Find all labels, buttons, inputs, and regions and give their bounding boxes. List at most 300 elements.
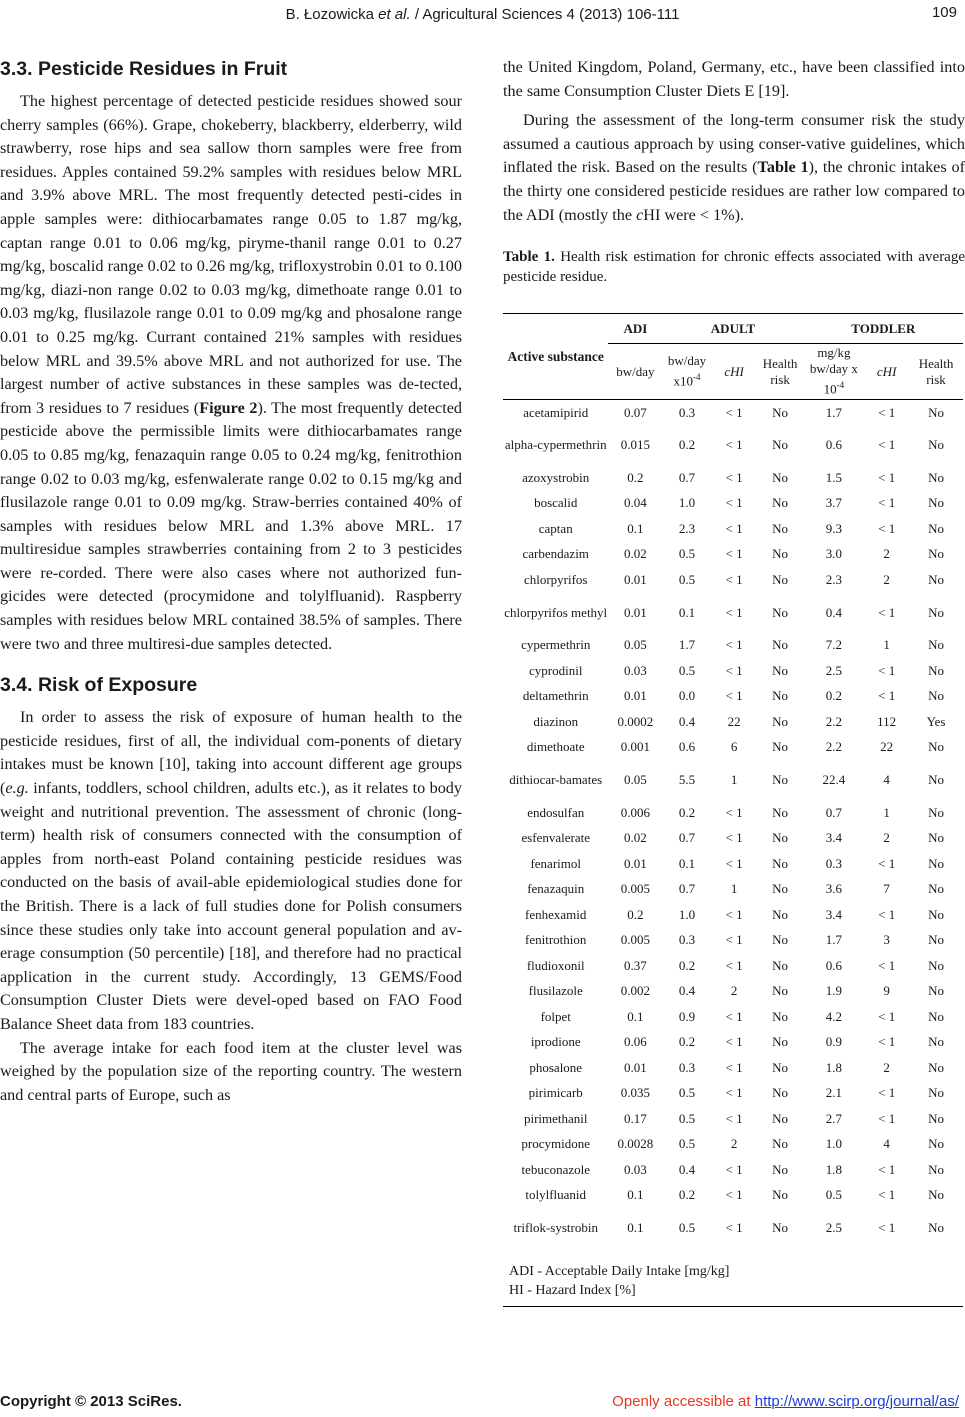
col-header-toddler: TODDLER [851,320,916,336]
table-cell: 0.2 [825,688,843,704]
table-cell: 0.6 [825,437,843,453]
table-row [503,1055,963,1081]
table-cell: 0.4 [678,1161,696,1177]
table-cell: 0.001 [620,739,650,755]
table-cell: < 1 [725,1059,743,1075]
table-cell: < 1 [725,495,743,511]
table-cell: 0.1 [627,1220,644,1236]
table-cell: < 1 [878,1110,896,1126]
table-cell-substance: procymidone [521,1136,591,1152]
table-cell: 0.2 [678,957,696,973]
table-cell: 3.4 [825,906,843,922]
table-row [503,800,963,826]
table-cell: 1.0 [678,906,696,922]
open-access-text: Openly accessible at [612,1393,755,1410]
table-cell: No [772,830,789,846]
table-cell: 5.5 [678,772,696,788]
open-access-note [612,1393,959,1410]
copyright: Copyright © 2013 SciRes. [0,1393,182,1410]
table-cell: < 1 [725,1220,743,1236]
table-cell-substance: pirimethanil [523,1110,588,1126]
right-column [503,56,965,1307]
table-cell: 2.5 [825,662,843,678]
table-cell: 0.9 [825,1034,843,1050]
table-cell: 4 [883,1136,890,1152]
table-cell: 0.2 [678,1187,696,1203]
table-row [503,567,963,593]
table-cell: No [772,1085,789,1101]
table-cell: No [928,804,944,820]
table-cell: No [772,637,789,653]
table-cell: 1.7 [678,637,696,653]
table-cell-substance: phosalone [529,1059,583,1075]
table-cell-substance: endosulfan [527,804,585,820]
table-cell: No [928,983,944,999]
table-cell: 1 [883,804,890,820]
table-row [503,593,963,633]
table-cell: 0.01 [624,571,647,587]
table-cell: < 1 [725,1034,743,1050]
table-cell: 0.01 [624,604,647,620]
table-cell: 2 [730,983,738,999]
table-cell-substance: cypermethrin [521,637,591,653]
table-cell: 0.5 [678,571,696,587]
table-cell: < 1 [725,469,743,485]
table-cell: < 1 [878,520,896,536]
table-cell: 2.2 [825,739,843,755]
table-cell: < 1 [725,1110,743,1126]
table-cell-substance: captan [538,520,573,536]
note-adi: ADI - Acceptable Daily Intake [mg/kg] [509,1264,730,1280]
table-row [503,425,963,465]
sup-toddler: -4 [836,380,845,391]
table-row [503,1106,963,1132]
table-cell: 1.5 [825,469,843,485]
table-cell: Yes [926,713,946,729]
table-cell: No [928,1110,944,1126]
table-cell: 2.3 [678,520,696,536]
table-row [503,979,963,1005]
table-cell: No [928,1187,944,1203]
table-cell: No [928,637,944,653]
journal-link[interactable]: http://www.scirp.org/journal/as/ [754,1393,959,1410]
table-cell-substance: chlorpyrifos methyl [504,604,608,620]
table-cell: 3.0 [825,546,843,562]
table-cell: 0.1 [627,520,644,536]
table-caption [503,247,965,287]
table-cell: No [772,739,789,755]
table-cell: 0.0028 [617,1136,654,1152]
table-row [503,953,963,979]
table-cell: No [772,1187,789,1203]
table-cell: 0.005 [620,932,650,948]
table-cell: 3.7 [825,495,843,511]
table-body [503,400,963,1249]
table-cell: 0.1 [627,1008,644,1024]
paragraph-exposure-b: infants, toddlers, school children, adults etc.), as it relates to body weight and nutritional prevention. The assessment of chronic (long-term) health risk of consumers connected with the consumption of apples from north-east Poland containing pesticide residues was conducted on the basis of avail-able epidemiological studies done for the British. There is a lack of full studies done for Polish consumers since these studies only take into account general population and av-erage consumption (50 percentile) [18], and therefore had no practical application in the current study. Accordingly, 13 GEMS/Food Consumption Cluster Diets were devel-oped based on FAO Food Balance Sheet data from 183 countries. [0,779,462,1033]
table-ref[interactable]: Table 1 [757,158,809,177]
paragraph-consumption-cluster: the United Kingdom, Poland, Germany, etc., have been classified into the same Consumption Cluster Diets E [19]. [503,58,965,100]
table-cell: No [928,1220,944,1236]
table-cell: 0.2 [627,469,644,485]
table-cell: 0.0 [678,688,696,704]
paragraph-residues-text: The highest percentage of detected pesticide residues showed sour cherry samples (66%). Grape, chokeberry, blackberry, elderberry, wild strawberry, rose hips and sea sallow thorn samples were free from residues. Apples contained 59.2% samples with residues below MRL and 3.9% above MRL. The most frequently detected pesti-cides in apple samples were: dithiocarbamates range 0.05 to 1.87 mg/kg, captan range 0.01 to 0.06 mg/kg, piryme-thanil range 0.01 to 0.27 mg/kg, boscalid range 0.02 to 0.26 mg/kg, trifloxystrobin 0.01 to 0.100 mg/kg, diazi-non range 0.02 to 0.03 mg/kg, dimethoate range 0.01 to 0.03 mg/kg, flusilazole range 0.01 to 0.09 mg/kg and phosalone range 0.01 to 0.25 mg/kg. Currant contained 21% samples with residues below MRL and 39.5% above MRL and not authorized for use. The largest number of active substances in these samples was de-tected, from 3 residues to 7 residues ( [0,92,462,417]
table-cell: No [928,855,944,871]
eg-text: e.g. [5,779,29,798]
table-cell: 0.015 [620,437,650,453]
table-cell: 7.2 [825,637,843,653]
table-cell-substance: diazinon [533,713,579,729]
table-cell: 22 [880,739,894,755]
table-cell: < 1 [725,604,743,620]
table-cell: < 1 [725,637,743,653]
table-cell: No [928,662,944,678]
table-cell: No [928,1085,944,1101]
table-cell-substance: triflok-systrobin [513,1220,598,1236]
table-row [503,633,963,659]
sub-header-toddler-health-risk: Health risk [909,344,963,400]
table-cell-substance: acetamipirid [523,404,589,420]
table-cell-substance: dimethoate [526,739,585,755]
table-cell: 0.03 [624,1161,647,1177]
table-cell: No [928,469,944,485]
table-cell: No [928,1059,944,1075]
table-cell: < 1 [725,804,743,820]
table-cell: No [928,906,944,922]
table-cell: No [772,932,789,948]
table-row [503,735,963,761]
table-cell: No [772,906,789,922]
table-cell-substance: cyprodinil [529,662,583,678]
table-cell: 0.7 [678,881,696,897]
table-cell: 0.1 [678,604,696,620]
table-cell: 0.02 [624,830,647,846]
table-cell: 0.5 [678,662,696,678]
table-cell: No [928,495,944,511]
table-cell: No [772,546,789,562]
table-cell: No [772,1220,789,1236]
table-cell: No [772,1110,789,1126]
table-cell-substance: tolylfluanid [525,1187,587,1203]
table-cell: 0.2 [678,437,696,453]
table-cell: 0.006 [620,804,650,820]
table-cell: < 1 [725,571,743,587]
table-cell: < 1 [878,1034,896,1050]
paragraph-residues-rest: ). The most frequently detected pesticide above the permissible limits were dithiocarbamates range 0.05 to 0.85 mg/kg, fenazaquin range 0.05 to 0.24 mg/kg, fenitrothion range 0.02 to 0.03 mg/kg, esfenwalerate range 0.02 to 0.15 mg/kg and flusilazole range 0.01 to 0.09 mg/kg. Straw-berries contained 40% of samples with residues below MRL and 1.3% above MRL. 17 multiresidue samples strawberries containing from 2 to 3 pesticides were re-corded. There were also cases where not authorized fun-gicides were detected (procymidone and tolylfluanid). Raspberry samples with residues below MRL contained 38.5% of samples. There were two and three multiresi-due samples detected. [0,398,462,653]
table-cell: 6 [730,739,738,755]
table-cell: 0.4 [678,983,696,999]
sub-header-toddler-intake [804,344,865,400]
table-cell: 0.07 [624,404,647,420]
table-cell-substance: folpet [540,1008,571,1024]
table-cell: 1 [883,637,890,653]
table-cell-substance: esfenvalerate [521,830,590,846]
table-cell: < 1 [725,404,743,420]
table-cell: < 1 [878,1085,896,1101]
table-cell-substance: iprodione [530,1034,581,1050]
table-cell: No [772,881,789,897]
section-heading-pesticide-residues: 3.3. Pesticide Residues in Fruit [0,58,288,80]
table-cell: 1.7 [825,404,843,420]
table-cell: 7 [883,881,890,897]
table-cell: No [772,662,789,678]
table-cell: 0.06 [624,1034,647,1050]
sub-header-toddler-intake-text: mg/kg bw/day x 10 [809,345,858,397]
table-row [503,1183,963,1209]
paragraph-assessment-c: HI were < 1%). [643,205,745,224]
header-journal: / Agricultural Sciences 4 (2013) 106-111 [410,6,680,23]
sub-header-adult-health-risk: Health risk [757,344,804,400]
table-cell-substance: fenitrothion [525,932,587,948]
table-cell: 9 [883,983,890,999]
table-cell: No [772,1059,789,1075]
table-cell: 0.01 [624,1059,647,1075]
table-cell: No [772,604,789,620]
table-cell: No [772,983,789,999]
table-cell: 0.02 [624,546,647,562]
table-cell: No [928,1136,944,1152]
table-cell: No [928,688,944,704]
table-cell: No [772,469,789,485]
paragraph-exposure-a: In order to assess the risk of exposure of human health to the pesticide residues, first of all, the individual com-ponents of dietary intakes must be known [10], taking into account different age groups ( [0,708,462,798]
table-cell: 1.9 [825,983,843,999]
sup-adult: -4 [692,372,701,383]
col-header-active-substance: Active substance [503,314,608,400]
table-cell: 3.6 [825,881,843,897]
table-cell: No [772,688,789,704]
table-cell: No [928,957,944,973]
table-cell: No [772,571,789,587]
header-etal: et al. [378,6,411,23]
table-cell: 0.01 [624,855,647,871]
health-risk-table [503,313,963,1307]
table-cell: 2.5 [825,1220,843,1236]
table-cell: 0.6 [678,739,696,755]
table-cell: No [772,1136,789,1152]
table-cell: No [772,855,789,871]
table-cell: 0.0002 [617,713,654,729]
table-row [503,684,963,710]
sub-header-adult-intake-text: bw/day x10 [667,353,707,389]
table-row [503,851,963,877]
table-cell: 2.1 [825,1085,843,1101]
table-cell: 0.5 [678,1085,696,1101]
table-cell: 0.2 [627,906,644,922]
table-cell: 2 [883,830,890,846]
table-cell: No [928,604,944,620]
table-cell: < 1 [878,604,896,620]
table-cell: 0.3 [678,1059,696,1075]
sub-header-adult-chi: cHI [712,344,757,400]
table-cell: 2.7 [825,1110,843,1126]
table-cell: 0.1 [627,1187,644,1203]
table-row [503,400,963,426]
table-cell: 2 [883,546,890,562]
table-row [503,542,963,568]
table-cell: < 1 [725,688,743,704]
table-cell: < 1 [878,957,896,973]
table-cell: No [772,1008,789,1024]
table-cell-substance: azoxystrobin [522,469,590,485]
table-cell: 0.5 [678,1136,696,1152]
table-cell: 0.17 [624,1110,647,1126]
table-cell: 1 [730,772,738,788]
table-cell: 1.8 [825,1161,843,1177]
table-row [503,1081,963,1107]
table-cell-substance: chlorpyrifos [523,571,588,587]
table-cell: 0.6 [825,957,843,973]
table-cell: 2.2 [825,713,843,729]
table-cell: < 1 [725,546,743,562]
table-cell: 0.5 [678,1110,696,1126]
table-cell: 0.2 [678,804,696,820]
table-cell: 0.3 [825,855,843,871]
table-cell: 0.2 [678,1034,696,1050]
table-cell: No [772,957,789,973]
figure-ref[interactable]: Figure 2 [199,398,258,417]
table-caption-text: Health risk estimation for chronic effects associated with average pesticide residue. [503,249,965,286]
table-cell: 0.9 [678,1008,696,1024]
table-cell: No [772,404,789,420]
table-cell: No [772,772,789,788]
left-column [0,56,462,1107]
table-cell: < 1 [725,830,743,846]
page-number: 109 [931,4,957,21]
table-cell: No [772,804,789,820]
table-cell: < 1 [725,906,743,922]
paragraph-assessment-a: During the assessment of the long-term consumer risk the study assumed a cautious approach by using conser-vative guidelines, which inflated the risk. Based on the results ( [503,111,965,177]
table-cell: 0.5 [825,1187,843,1203]
table-cell: < 1 [878,688,896,704]
sub-header-adult-intake [662,344,711,400]
table-cell: < 1 [725,855,743,871]
table-cell-substance: fenhexamid [525,906,587,922]
paragraph-residues [0,90,462,656]
table-cell: < 1 [725,1008,743,1024]
table-cell: 1.8 [825,1059,843,1075]
table-cell: 3.4 [825,830,843,846]
table-row [503,1208,963,1248]
table-cell: 0.7 [678,830,696,846]
table-cell: < 1 [725,437,743,453]
table-cell: No [928,830,944,846]
table-cell-substance: flusilazole [528,983,583,999]
sub-header-bw-day: bw/day [608,344,662,400]
table-row [503,902,963,928]
paragraph-assessment [503,109,965,227]
col-header-adult: ADULT [710,320,756,336]
table-cell: < 1 [878,437,896,453]
table-cell: No [772,437,789,453]
table-cell: < 1 [878,404,896,420]
table-cell: No [928,881,944,897]
table-cell: 0.5 [678,1220,696,1236]
paragraph-cluster: The average intake for each food item at the cluster level was weighed by the population size of the reporting country. The western and central parts of Europe, such as [0,1038,462,1104]
table-cell: No [928,571,944,587]
table-row [503,1132,963,1158]
table-cell: 0.37 [624,957,647,973]
table-row [503,877,963,903]
table-cell: 2 [883,571,890,587]
table-cell: < 1 [878,1008,896,1024]
table-cell: 0.05 [624,772,647,788]
table-row [503,826,963,852]
table-cell: < 1 [878,662,896,678]
table-cell: No [928,1034,944,1050]
table-cell: 0.4 [678,713,696,729]
table-cell: < 1 [878,469,896,485]
table-cell: 0.01 [624,688,647,704]
table-cell: < 1 [878,906,896,922]
header-authors: B. Łozowicka [285,6,374,23]
table-cell: 2 [730,1136,738,1152]
table-row [503,465,963,491]
table-cell: 9.3 [825,520,843,536]
table-row [503,491,963,517]
table-cell-substance: fenazaquin [527,881,585,897]
table-cell-substance: fludioxonil [526,957,585,973]
table-row [503,928,963,954]
table-row [503,1030,963,1056]
table-cell: 0.005 [620,881,650,897]
table-cell: 22 [727,713,741,729]
table-cell-substance: pirimicarb [528,1085,583,1101]
table-cell: 2.3 [825,571,843,587]
table-row [503,658,963,684]
note-hi: HI - Hazard Index [%] [509,1283,636,1299]
table-cell-substance: fenarimol [530,855,581,871]
table-row [503,1157,963,1183]
table-cell: 1.0 [825,1136,843,1152]
table-cell: No [772,1161,789,1177]
table-cell: 1 [730,881,738,897]
table-cell: No [928,404,944,420]
table-cell: < 1 [725,1085,743,1101]
table-cell: 0.1 [678,855,696,871]
running-header [0,6,965,23]
table-cell: 112 [877,713,897,729]
table-cell: No [928,1161,944,1177]
table-cell: < 1 [878,1220,896,1236]
table-cell: < 1 [725,957,743,973]
table-row [503,709,963,735]
table-cell: No [928,546,944,562]
table-cell: 4.2 [825,1008,843,1024]
table-cell: 0.4 [825,604,843,620]
table-cell: 0.3 [678,404,696,420]
table-cell: 0.5 [678,546,696,562]
table-cell: < 1 [878,855,896,871]
table-cell: No [928,437,944,453]
table-cell: No [772,713,789,729]
table-row [503,516,963,542]
section-heading-risk-exposure: 3.4. Risk of Exposure [0,674,198,697]
col-header-adi: ADI [623,320,648,336]
table-cell: 0.05 [624,637,647,653]
table-cell: No [928,772,944,788]
table-cell: 1.0 [678,495,696,511]
table-cell-substance: deltamethrin [522,688,589,704]
table-cell: No [928,932,944,948]
table-cell-substance: dithiocar-bamates [509,772,603,788]
table-cell: 1.7 [825,932,843,948]
table-cell: No [772,520,789,536]
table-cell: No [772,1034,789,1050]
table-cell: 3 [883,932,890,948]
paragraph-assessment-b: ), the chronic intakes of the thirty one considered pesticide residues are rather low compared to the ADI (mostly the [503,158,965,224]
table-cell: 22.4 [822,772,846,788]
table-cell: < 1 [725,520,743,536]
